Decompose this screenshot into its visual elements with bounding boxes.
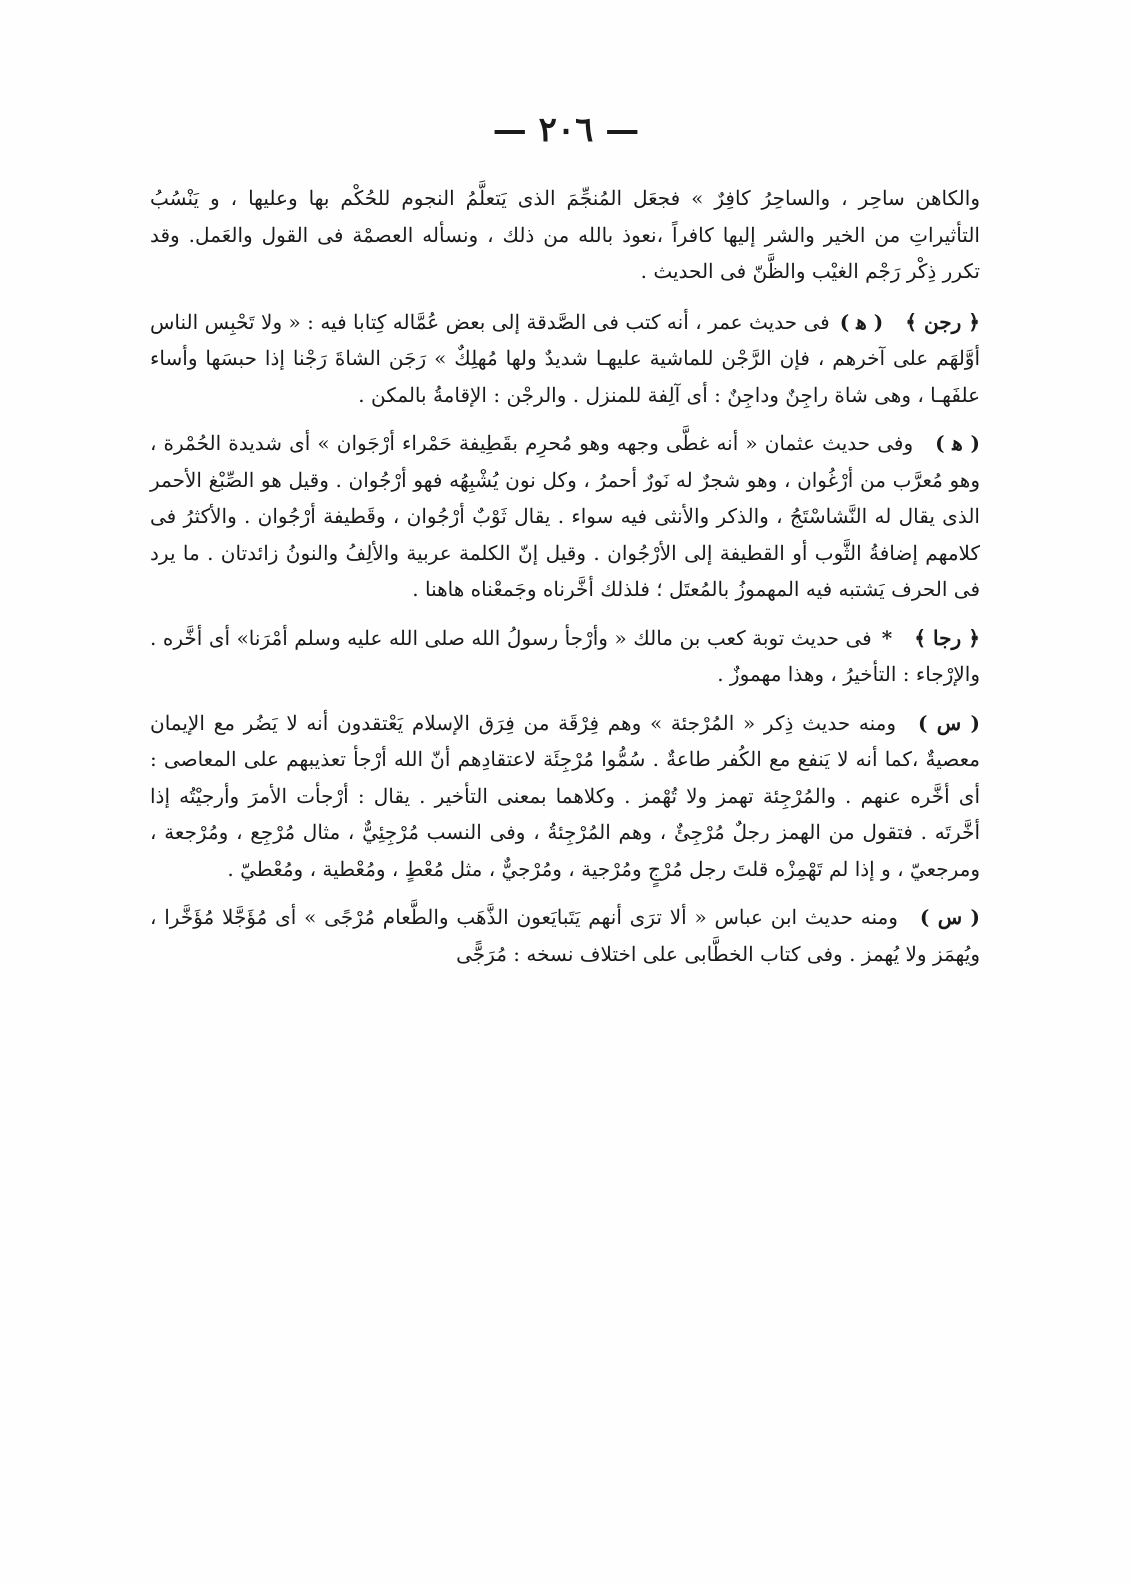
entry-text: فى حديث توبة كعب بن مالك « وأرْجأ رسولُ الله صلى الله عليه وسلم أمْرَنا» أى أخَّره . والإرْجاء : التأخيرُ ، وهذا مهموزٌ . (150, 625, 980, 686)
entry-rajan (150, 304, 980, 414)
entry-text: والكاهن ساحِر ، والساحِرُ كافِرٌ » فجعَل المُنجِّمَ الذى يَتعلَّمُ النجوم للحُكْم بها وعليها ، و يَنْسُبُ التأثيراتِ من الخير والشر إليها كافراً ،نعوذ بالله من ذلك ، ونسأله العصمْة فى القول والعَمل. وقد تكرر ذِكْر رَجْم الغيْب والظَّنّ فى الحديث . (150, 186, 980, 283)
entry-marker: ( س ) (919, 905, 980, 929)
entry-text: ومنه حديث ذِكر « المُرْجئة » وهم فِرْقَة من فِرَق الإسلام يَعْتقدون أنه لا يَضُر مع الإيمان معصيةٌ ،كما أنه لا يَنفع مع الكُفر طاعةٌ . سُمُّوا مُرْجِئَة لاعتقادِهم أنّ الله أرْجأ تعذيبهم على المعاصى : أى أخَّره عنهم . والمُرْجِئة تهمز ولا تُهْمز . وكلاهما بمعنى التأخير . يقال : أرْجأت الأمرَ وأرجيْتُه إذا أخَّرتَه . فتقول من الهمز رجلٌ مُرْجِئٌ ، وهم المُرْجِئةُ ، وفى النسب مُرْجِئِيٌّ ، مثال مُرْجِع ، ومُرْجعة ، ومرجعيّ ، و إذا لم تَهْمِزْه قلتَ رجل مُرْجٍ ومُرْجية ، ومُرْجيٌّ ، مثل مُعْطٍ ، ومُعْطية ، ومُعْطيّ . (150, 710, 980, 881)
page-number: — ٢٠٦ — (492, 110, 640, 150)
entry-raja (150, 620, 980, 693)
entry-headword: ﴿ رجن ﴾ (905, 309, 980, 334)
page-body (150, 180, 980, 984)
entry-marker: ( س ) (918, 710, 981, 735)
entry-text: فى حديث عمر ، أنه كتب فى الصَّدقة إلى بعض عُمَّاله كِتابا فيه : « ولا تَحْبِس الناس أوَّلهَم على آخرهم ، فإن الرَّجْن للماشية عليهـا شديدٌ ولها مُهلِكٌ » رَجَن الشاةَ رَجْنا إذا حبسَها وأساء علفَهـا ، وهى شاة راجِنٌ وداجِنٌ : أى آلِفة للمنزل . والرجْن : الإقامةُ بالمكن . (150, 309, 981, 407)
entry-text: ومنه حديث ابن عباس « ألا ترَى أنهم يَتَبايَعون الذَّهَب والطَّعام مُرْجًى » أى مُؤَجَّلا مُؤَخَّرا ، ويُهمَز ولا يُهمز . وفى كتاب الخطَّابى على اختلاف نسخه : مُرَجًّى (150, 905, 980, 966)
entry-murjia (150, 705, 980, 888)
entry-marker: ( ﻫ ) (935, 431, 980, 455)
entry-uthman-hadith (150, 425, 980, 608)
entry-marker: * (881, 625, 893, 650)
entry-marker: ( ﻫ ) (839, 309, 884, 334)
entry-ibn-abbas-hadith (150, 899, 980, 972)
entry-headword: ﴿ رجا ﴾ (914, 625, 980, 650)
entry-continuation (150, 180, 980, 290)
entry-text: وفى حديث عثمان « أنه غطَّى وجهه وهو مُحرِم بقَطِيفة حَمْراء أرْجَوان » أى شديدة الحُمْرة ، وهو مُعرَّب من أرْغُوان ، وهو شجرٌ له نَورٌ أحمرُ ، وكل نون يُشْبِهُه فهو أرْجُوان . وقيل هو الصِّبْغ الأحمر الذى يقال له النَّشاسْتَجُ ، والذكر والأنثى فيه سواء . يقال ثَوْبٌ أرْجُوان ، وقَطيفة أرْجُوان . والأكثرُ فى كلامهم إضافةُ الثَّوب أو القطيفة إلى الأرْجُوان . وقيل إنّ الكلمة عربية والألِفُ والنونُ زائدتان . ما يرد فى الحرف يَشتبه فيه المهموزُ بالمُعتَل ؛ فلذلك أخَّرناه وجَمعْناه هاهنا . (150, 431, 980, 601)
